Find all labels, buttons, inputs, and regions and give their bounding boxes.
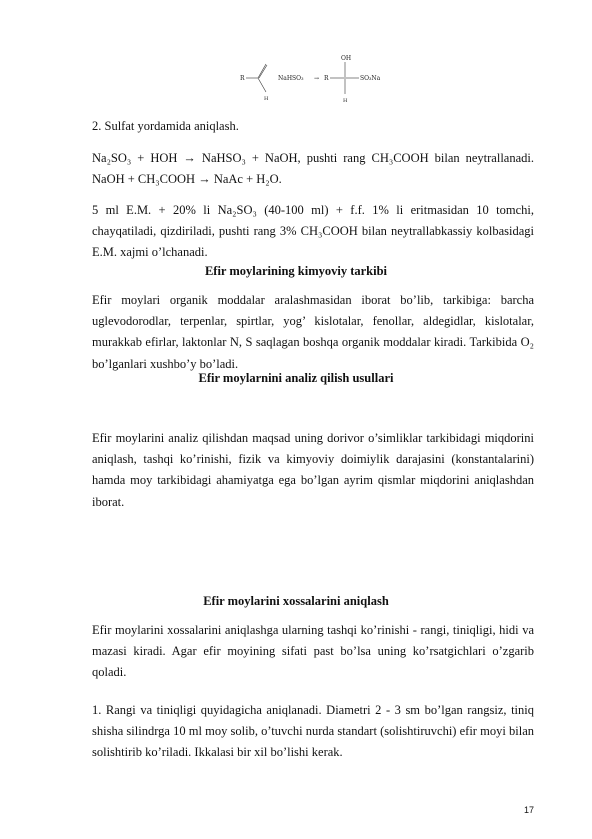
heading-analysis-methods: Efir moylarnini analiz qilish usullari: [198, 371, 394, 385]
formula-bond: [258, 64, 266, 78]
heading-chemical-composition: Efir moylarining kimyoviy tarkibi: [204, 264, 388, 278]
formula-nahso3: NaHSO₃: [278, 75, 304, 82]
formula-h-bottom: H: [343, 98, 348, 104]
formula-so3na: SO₃Na: [360, 75, 381, 82]
paragraph-reaction: [92, 148, 534, 190]
paragraph-analysis: Efir moylarini analiz qilishdan maqsad uning dorivor o’simliklar tarkibidagi miqdorini aniqlash, tashqi ko’rinishi, fizik va kimyoviy doimiylik darajasini (konstantalarini) hamda moy tarkibidagi ahamiyatga ega bo’lgan ayrim qismlar miqdorini aniqlashdan iborat.: [92, 431, 534, 509]
formula-r-left: R: [240, 75, 245, 82]
paragraph-color-clarity: 1. Rangi va tiniqligi quyidagicha aniqlanadi. Diametri 2 - 3 sm bo’lgan rangsiz, tiniq shisha silindrga 10 ml moy solib, o’tuvchi nurda standart (solishtiruvchi) efir moyi bilan solishtirib ko’riladi. Ikkalasi bir xil bo’lishi kerak.: [92, 703, 534, 760]
formula-oh: OH: [341, 55, 352, 62]
paragraph-method-title: 2. Sulfat yordamida aniqlash.: [92, 119, 239, 133]
formula-bond: [258, 78, 266, 92]
formula-arrow: →: [314, 75, 320, 82]
reaction-text: Na₂SO₃ + HOH → NaHSO₃ + NaOH, pushti rang CH₃COOH bilan neytrallanadi. NaOH + CH₃COOH → NaAc + H₂O.: [92, 151, 534, 187]
formula-h-bottom-left: H: [264, 96, 269, 102]
paragraph-composition: Efir moylari organik moddalar aralashmasidan iborat bo’lib, tarkibiga: barcha uglevodorodlar, terpenlar, spirtlar, yog’ kislotalar, fenollar, aldegidlar, kislotalar, murakkab efirlar, laktonlar N, S saqlagan boshqa organik moddalar kiradi. Tarkibida O₂ bo’lganlari xushbo’y bo’ladi.: [92, 293, 534, 371]
heading-properties: Efir moylarini xossalarini aniqlash: [203, 594, 389, 608]
paragraph-properties: Efir moylarini xossalarini aniqlashga ularning tashqi ko’rinishi - rangi, tiniqligi, hidi va mazasi kiradi. Agar efir moyining sifati past bo’lsa uning ko’rsatgichlari o’zgarib qoladi.: [92, 623, 534, 680]
paragraph-procedure: 5 ml E.M. + 20% li Na₂SO₃ (40-100 ml) + f.f. 1% li eritmasidan 10 tomchi, chayqatiladi, qizdiriladi, pushti rang 3% CH₃COOH bilan neytrallabkassiy kolbasidagi E.M. xajmi o’lchanadi.: [92, 203, 534, 260]
formula-r-right: R: [324, 75, 329, 82]
reaction-formula: [228, 50, 393, 106]
formula-bond: [259, 65, 267, 78]
page-number: 17: [523, 805, 534, 815]
